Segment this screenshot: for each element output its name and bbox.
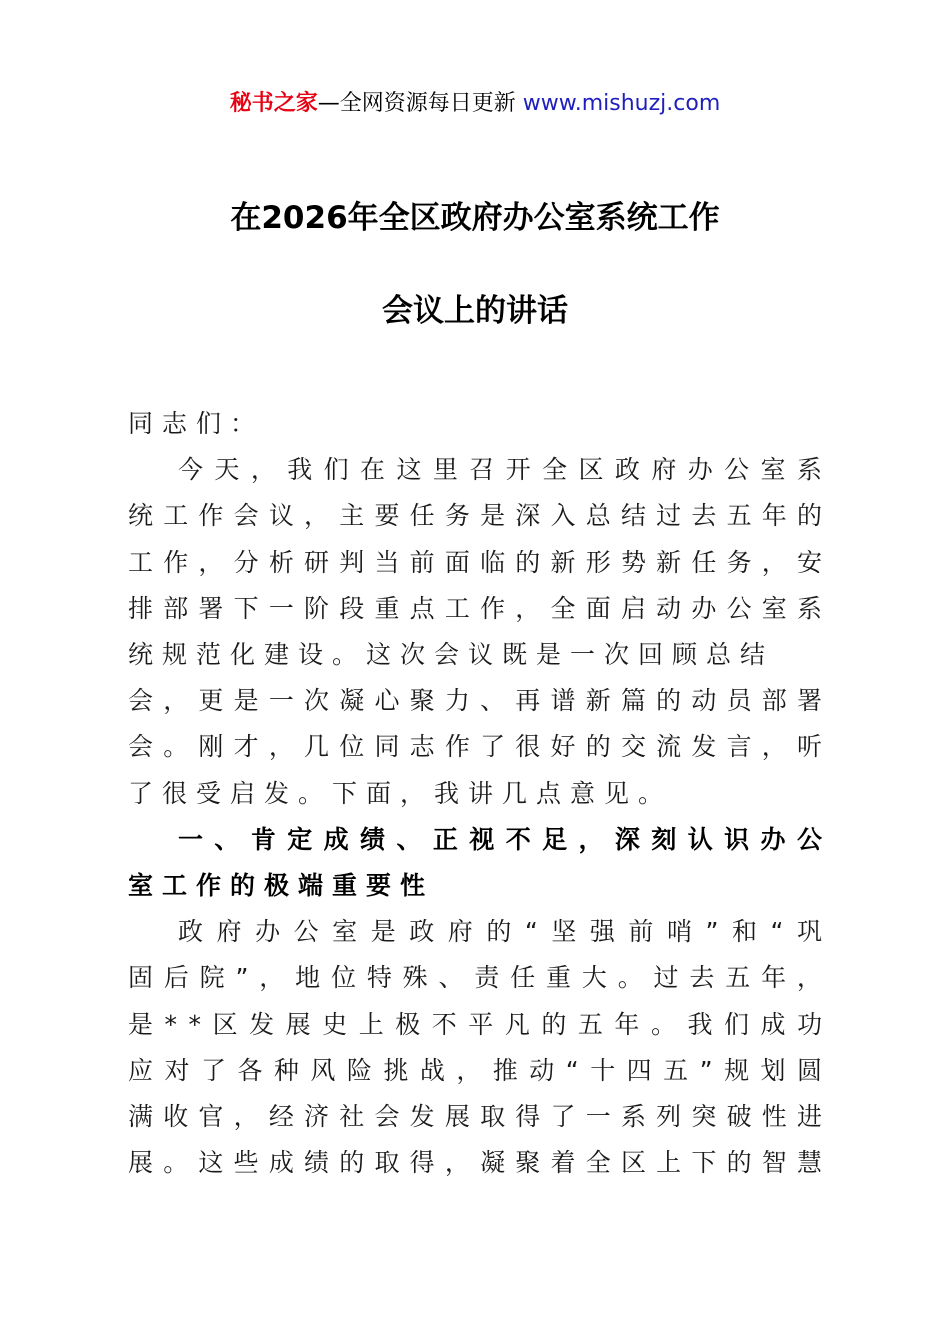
paragraph-line: 统工作会议，主要任务是深入总结过去五年的 bbox=[128, 501, 833, 531]
paragraph-line: 展。这些成绩的取得，凝聚着全区上下的智慧 bbox=[128, 1148, 833, 1178]
section-heading-line: 室工作的极端重要性 bbox=[128, 871, 435, 900]
site-url-link[interactable]: www.mishuzj.com bbox=[522, 91, 721, 116]
paragraph-line: 同志们： bbox=[128, 409, 265, 438]
paragraph-line: 会。刚才，几位同志作了很好的交流发言，听 bbox=[128, 732, 833, 762]
site-header bbox=[0, 88, 950, 120]
document-title-line-2: 会议上的讲话 bbox=[382, 293, 568, 329]
paragraph-line: 工作，分析研判当前面临的新形势新任务，安 bbox=[128, 547, 833, 577]
brand-name: 秘书之家 bbox=[229, 91, 318, 116]
paragraph-line: 政府办公室是政府的“坚强前哨”和“巩 bbox=[178, 917, 836, 947]
paragraph-line: 应对了各种风险挑战，推动“十四五”规划圆 bbox=[128, 1055, 834, 1085]
paragraph-line: 排部署下一阶段重点工作，全面启动办公室系 bbox=[128, 593, 833, 623]
paragraph-line: 会，更是一次凝心聚力、再谱新篇的动员部署 bbox=[128, 686, 833, 716]
document-title-line-1: 在2026年全区政府办公室系统工作 bbox=[230, 200, 720, 236]
paragraph-line: 统规范化建设。这次会议既是一次回顾总结 bbox=[128, 640, 775, 669]
paragraph-line: 固后院”，地位特殊、责任重大。过去五年， bbox=[128, 963, 833, 993]
paragraph-line: 满收官，经济社会发展取得了一系列突破性进 bbox=[128, 1102, 833, 1131]
paragraph-line: 是**区发展史上极不平凡的五年。我们成功 bbox=[128, 1009, 834, 1039]
paragraph-line: 今天，我们在这里召开全区政府办公室系 bbox=[178, 455, 834, 485]
paragraph-line: 了很受启发。下面，我讲几点意见。 bbox=[128, 778, 673, 808]
section-heading-line: 一、肯定成绩、正视不足，深刻认识办公 bbox=[178, 824, 834, 854]
header-tagline: —全网资源每日更新 bbox=[317, 91, 523, 116]
